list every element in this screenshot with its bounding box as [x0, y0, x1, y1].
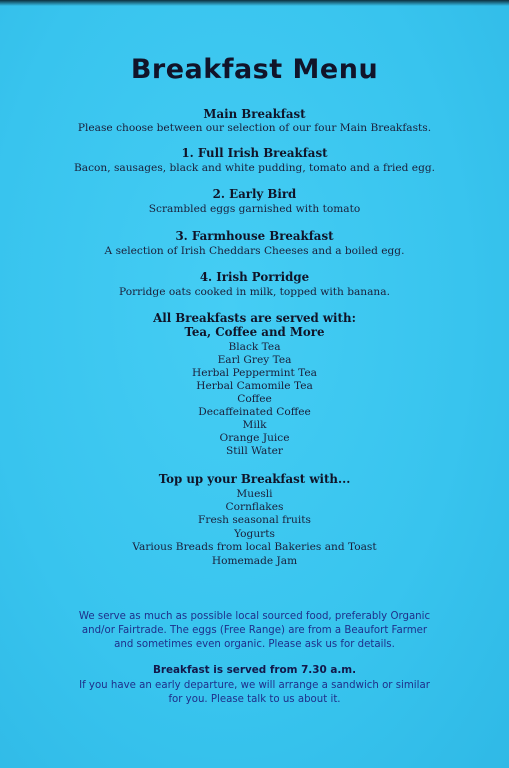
main-breakfast-intro: Please choose between our selection of our four Main Breakfasts. — [77, 122, 432, 134]
sourcing-note-line: We serve as much as possible local sourced food, preferably Organic — [78, 611, 431, 622]
drinks-heading: Tea, Coffee and More — [184, 325, 325, 339]
extra-item: Various Breads from local Bakeries and Toast — [132, 541, 377, 553]
extra-item: Fresh seasonal fruits — [198, 514, 311, 526]
extra-item: Yogurts — [234, 528, 275, 540]
sourcing-note-line: and sometimes even organic. Please ask us for details. — [114, 639, 395, 650]
extra-item: Homemade Jam — [211, 555, 298, 567]
photo-top-edge — [0, 0, 509, 6]
departure-note-line: for you. Please talk to us about it. — [168, 694, 341, 705]
served-with-heading: All Breakfasts are served with: — [153, 311, 356, 325]
breakfast-item-name: 4. Irish Porridge — [199, 270, 310, 284]
breakfast-item-name: 3. Farmhouse Breakfast — [175, 229, 334, 243]
breakfast-item-name: 2. Early Bird — [212, 187, 297, 201]
drink-item: Orange Juice — [219, 432, 290, 444]
drink-item: Herbal Peppermint Tea — [192, 367, 317, 379]
breakfast-item-desc: A selection of Irish Cheddars Cheeses and a boiled egg. — [104, 245, 405, 257]
drink-item: Black Tea — [228, 341, 281, 353]
sourcing-note-line: and/or Fairtrade. The eggs (Free Range) are from a Beaufort Farmer — [81, 625, 428, 636]
breakfast-item-desc: Porridge oats cooked in milk, topped with banana. — [119, 286, 390, 298]
drink-item: Decaffeinated Coffee — [198, 406, 311, 418]
extra-item: Cornflakes — [225, 501, 284, 513]
departure-note-line: If you have an early departure, we will arrange a sandwich or similar — [79, 680, 430, 691]
serving-time: Breakfast is served from 7.30 a.m. — [152, 664, 357, 676]
breakfast-item-desc: Bacon, sausages, black and white pudding, tomato and a fried egg. — [73, 162, 436, 174]
breakfast-item-name: 1. Full Irish Breakfast — [181, 146, 328, 160]
main-breakfast-heading: Main Breakfast — [203, 107, 306, 121]
drink-item: Coffee — [237, 393, 272, 405]
drink-item: Herbal Camomile Tea — [196, 380, 313, 392]
breakfast-item-desc: Scrambled eggs garnished with tomato — [148, 203, 361, 215]
drink-item: Milk — [242, 419, 267, 431]
extras-heading: Top up your Breakfast with... — [158, 472, 351, 486]
extra-item: Muesli — [236, 488, 273, 500]
drink-item: Earl Grey Tea — [217, 354, 292, 366]
menu-title: Breakfast Menu — [130, 54, 379, 85]
drink-item: Still Water — [226, 445, 283, 457]
